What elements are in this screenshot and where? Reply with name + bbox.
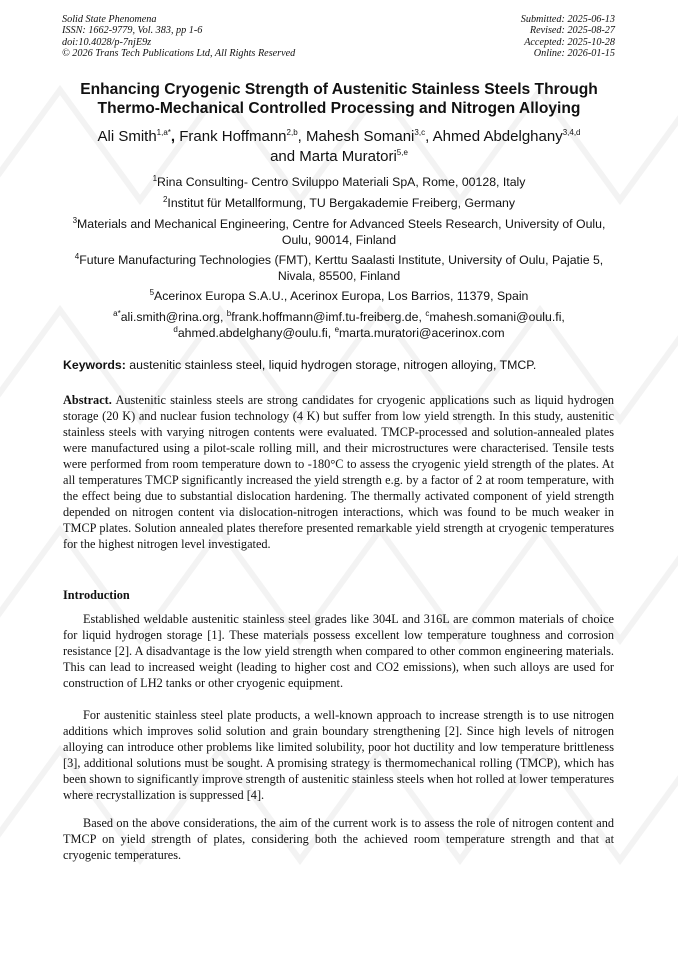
email-link[interactable]: frank.hoffmann@imf.tu-freiberg.de, bbox=[231, 310, 426, 324]
keywords-label: Keywords: bbox=[63, 358, 126, 372]
author-name: Frank Hoffmann bbox=[179, 128, 287, 145]
email-link[interactable]: ali.smith@rina.org, bbox=[120, 310, 227, 324]
author-sup: 3,4,d bbox=[562, 128, 581, 137]
author-and: and bbox=[270, 147, 296, 165]
intro-paragraph-1: Established weldable austenitic stainless steel grades like 304L and 316L are common materials of choice for liquid hydrogen storage [1]. These materials possess excellent low temperature toughness and corrosion resistance [2]. A disadvantage is the low yield strength when compared to other common engineering materials. This can lead to increased weight (leading to higher cost and CO2 emissions), when such alloys are used for construction of LH2 tanks or other cryogenic equipment. bbox=[63, 612, 614, 691]
author-line-2 bbox=[40, 147, 638, 167]
email-link[interactable]: mahesh.somani@oulu.fi, bbox=[429, 310, 565, 324]
issn: ISSN: 1662-9779, Vol. 383, pp 1-6 bbox=[62, 25, 203, 37]
abstract-label: Abstract. bbox=[63, 393, 112, 407]
abstract-text: Austenitic stainless steels are strong candidates for cryogenic applications such as liquid hydrogen storage (20 K) and nuclear fusion technology (4 K) but suffer from low yield strength. In this study, austenitic stainless steels with varying nitrogen contents were evaluated. TMCP-processed and solution-annealed plates were manufactured using a pilot-scale rolling mill, and their microstructures were characterised. Tensile tests were performed from room temperature down to -180°C to assess the cryogenic yield strength of the plates. At all temperatures TMCP significantly increased the yield strength e.g. by a factor of 2 at room temperature, with the effect being due to substantial dislocation hardening. The thermally activated component of yield strength depended on nitrogen content via dislocation-nitrogen interactions, which was found to be much weaker in TMCP plates. Solution annealed plates therefore presented remarkable yield strength at cryogenic temperatures for the highest nitrogen level investigated. bbox=[63, 393, 614, 552]
email-sup: c bbox=[425, 308, 430, 318]
title-line-2: Thermo-Mechanical Controlled Processing and Nitrogen Alloying bbox=[97, 100, 581, 117]
keywords-text: austenitic stainless steel, liquid hydrogen storage, nitrogen alloying, TMCP. bbox=[129, 358, 537, 372]
email-link[interactable]: ahmed.abdelghany@oulu.fi, bbox=[177, 326, 335, 340]
intro-paragraph-2: For austenitic stainless steel plate products, a well-known approach to increase strength is to use nitrogen additions which improves solid solution and grain boundary strengthening [2]. Since high levels of nitrogen alloying can introduce other problems like limited solubility, poor hot ductility and low temperature brittleness [3], additional solutions must be sought. A promising strategy is thermomechanical rolling (TMCP), which has been shown to significantly improve strength of austenitic stainless steels when hot rolled at lower temperatures where recrystallization is suppressed [4]. bbox=[63, 708, 614, 803]
email-sup: e bbox=[334, 324, 340, 334]
author-sup: 2,b bbox=[286, 128, 298, 137]
author-name: Ali Smith bbox=[97, 128, 157, 145]
affiliation-text: Materials and Mechanical Engineering, Centre for Advanced Steels Research, University of Oulu, Oulu, 90014, Finland bbox=[77, 217, 606, 247]
affiliation-sup: 4 bbox=[74, 251, 80, 261]
affiliation-sup: 3 bbox=[72, 215, 78, 225]
intro-paragraph-3: Based on the above considerations, the aim of the current work is to assess the role of nitrogen content and TMCP on yield strength of plates, considering both the achieved room temperature strength and that at cryogenic temperatures. bbox=[63, 816, 614, 863]
email-list bbox=[55, 309, 623, 341]
doi[interactable]: doi:10.4028/p-7njE9z bbox=[62, 36, 152, 48]
affiliation-2 bbox=[55, 195, 623, 211]
author-sup: 1,a* bbox=[156, 128, 171, 137]
accepted-date: Accepted: 2025-10-28 bbox=[524, 36, 615, 48]
affiliation-sup: 1 bbox=[152, 173, 158, 183]
keywords bbox=[63, 358, 536, 372]
title-line-1: Enhancing Cryogenic Strength of Austenitic Stainless Steels Through bbox=[80, 81, 598, 98]
affiliation-text: Rina Consulting- Centro Sviluppo Materiali SpA, Rome, 00128, Italy bbox=[157, 175, 526, 189]
affiliation-4 bbox=[62, 252, 616, 284]
author-sup: 3,c bbox=[414, 128, 426, 137]
online-date: Online: 2026-01-15 bbox=[533, 47, 615, 59]
dates-info bbox=[521, 14, 615, 59]
author-name: Mahesh Somani bbox=[306, 128, 415, 145]
affiliation-sup: 5 bbox=[149, 287, 155, 297]
submitted-date: Submitted: 2025-06-13 bbox=[520, 14, 615, 25]
author-line-1: Ali Smith$^{1,a*}$, Frank Hoffmann$^{2,b}$, Mahesh Somani$^{3,c}$, Ahmed Abdelghany$^{3,4,d}$ bbox=[97, 128, 581, 145]
email-sup: a* bbox=[113, 308, 121, 318]
author-list bbox=[40, 127, 638, 166]
journal-info bbox=[62, 14, 295, 59]
author-name: Marta Muratori bbox=[299, 147, 397, 165]
affiliation-text: Institut für Metallformung, TU Bergakademie Freiberg, Germany bbox=[167, 196, 516, 210]
email-sup: b bbox=[226, 308, 232, 318]
revised-date: Revised: 2025-08-27 bbox=[529, 25, 615, 37]
email-sup: d bbox=[173, 324, 178, 334]
affiliation-sup: 2 bbox=[162, 194, 168, 204]
copyright: © 2026 Trans Tech Publications Ltd, All Rights Reserved bbox=[62, 47, 296, 59]
email-link[interactable]: marta.muratori@acerinox.com bbox=[339, 326, 505, 340]
affiliation-1 bbox=[55, 174, 623, 190]
author-name: Ahmed Abdelghany bbox=[432, 128, 563, 145]
affiliation-3 bbox=[58, 216, 620, 248]
abstract bbox=[63, 392, 614, 552]
affiliation-5 bbox=[55, 288, 623, 304]
journal-name: Solid State Phenomena bbox=[62, 14, 157, 25]
section-heading-introduction: Introduction bbox=[63, 588, 130, 602]
author-sup: 5,e bbox=[396, 147, 408, 157]
affiliation-text: Acerinox Europa S.A.U., Acerinox Europa, Los Barrios, 11379, Spain bbox=[154, 289, 529, 303]
affiliation-text: Future Manufacturing Technologies (FMT), Kerttu Saalasti Institute, University of Oulu, Pajatie 5, Nivala, 85500, Finland bbox=[79, 253, 604, 283]
paper-title bbox=[50, 80, 628, 118]
